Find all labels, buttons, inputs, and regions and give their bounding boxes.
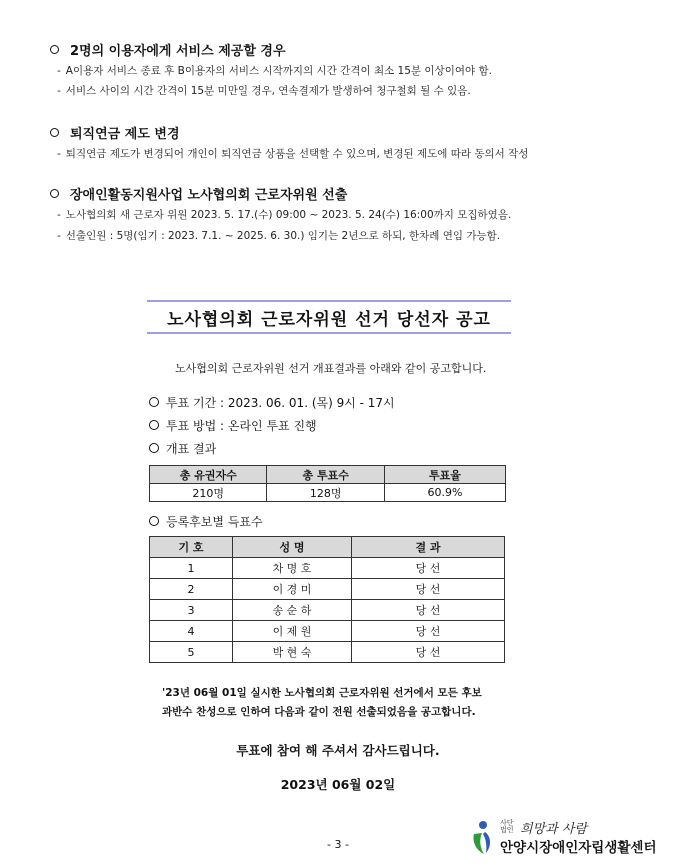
table-header-cell: 기 호 [150,537,233,558]
table-cell: 3 [150,600,233,621]
table-cell: 5 [150,642,233,663]
table-cell: 차 명 호 [233,558,352,579]
section-title-pension: 퇴직연금 제도 변경 [50,123,180,142]
table-cell: 당 선 [352,558,505,579]
logo-script-text: 희망과 사람 [520,822,587,837]
logo-small-text: 사단 법인 [500,819,514,834]
bullet-item: - 퇴직연금 제도가 변경되어 개인이 퇴직연금 상품을 선택할 수 있으며, 변경된 제도에 따라 동의서 작성 [57,148,529,160]
person-leaf-icon [470,820,494,856]
candidates-table [149,536,505,663]
table-row [150,642,505,663]
section-title-election: 장애인활동지원사업 노사협의회 근로자위원 선출 [50,184,347,203]
table-cell: 이 경 미 [233,579,352,600]
announcement-title: 노사협의회 근로자위원 선거 당선자 공고 [147,300,511,334]
notice-line: '23년 06월 01일 실시한 노사협의회 근로자위원 선거에서 모든 후보 [162,687,482,699]
notice-line: 과반수 찬성으로 인하여 다음과 같이 전원 선출되었음을 공고합니다. [162,706,476,718]
table-header-row [150,466,506,484]
circle-bullet-icon [149,420,159,430]
result-label: 개표 결과 [149,440,216,457]
table-cell: 당 선 [352,600,505,621]
table-cell: 2 [150,579,233,600]
table-header-cell: 결 과 [352,537,505,558]
table-cell: 당 선 [352,579,505,600]
page-number: - 3 - [327,838,349,851]
organization-logo [470,818,660,858]
circle-bullet-icon [149,397,159,407]
table-cell: 60.9% [384,484,505,502]
table-row [150,600,505,621]
table-cell: 박 현 숙 [233,642,352,663]
section-title-service: 2명의 이용자에게 서비스 제공할 경우 [50,40,286,59]
table-cell: 1 [150,558,233,579]
bullet-item: - 노사협의회 새 근로자 위원 2023. 5. 17.(수) 09:00 ~ 2023. 5. 24(수) 16:00까지 모집하였음. [57,209,512,221]
bullet-item: - 서비스 사이의 시간 간격이 15분 미만일 경우, 연속결제가 발생하여 청구철회 될 수 있음. [57,85,471,97]
announcement-intro: 노사협의회 근로자위원 선거 개표결과를 아래와 같이 공고합니다. [175,362,487,375]
logo-organization-name: 안양시장애인자립생활센터 [500,840,657,856]
bullet-item: - A이용자 서비스 종료 후 B이용자의 서비스 시작까지의 시간 간격이 최소 15분 이상이여야 함. [57,65,492,77]
announcement-date: 2023년 06월 02일 [280,777,396,792]
table-cell: 4 [150,621,233,642]
circle-bullet-icon [149,516,159,526]
circle-bullet-icon [50,45,59,54]
table-header-cell: 성 명 [233,537,352,558]
table-cell: 이 제 원 [233,621,352,642]
table-row [150,579,505,600]
circle-bullet-icon [149,443,159,453]
table-row [150,484,506,502]
table-cell: 128명 [267,484,384,502]
table-header-cell: 투표율 [384,466,505,484]
vote-summary-table [149,465,506,502]
table-header-row [150,537,505,558]
bullet-item: - 선출인원 : 5명(임기 : 2023. 7.1. ~ 2025. 6. 30.) 임기는 2년으로 하되, 한차례 연임 가능함. [57,230,501,242]
candidates-label: 등록후보별 득표수 [149,513,263,530]
vote-method: 투표 방법 : 온라인 투표 진행 [149,417,317,434]
table-header-cell: 총 유권자수 [150,466,267,484]
table-cell: 당 선 [352,642,505,663]
table-cell: 송 순 하 [233,600,352,621]
table-row [150,621,505,642]
circle-bullet-icon [50,128,59,137]
table-cell: 당 선 [352,621,505,642]
table-header-cell: 총 투표수 [267,466,384,484]
table-cell: 210명 [150,484,267,502]
vote-period: 투표 기간 : 2023. 06. 01. (목) 9시 - 17시 [149,394,395,411]
table-row [150,558,505,579]
circle-bullet-icon [50,189,59,198]
thanks-message: 투표에 참여 해 주셔서 감사드립니다. [236,743,440,758]
